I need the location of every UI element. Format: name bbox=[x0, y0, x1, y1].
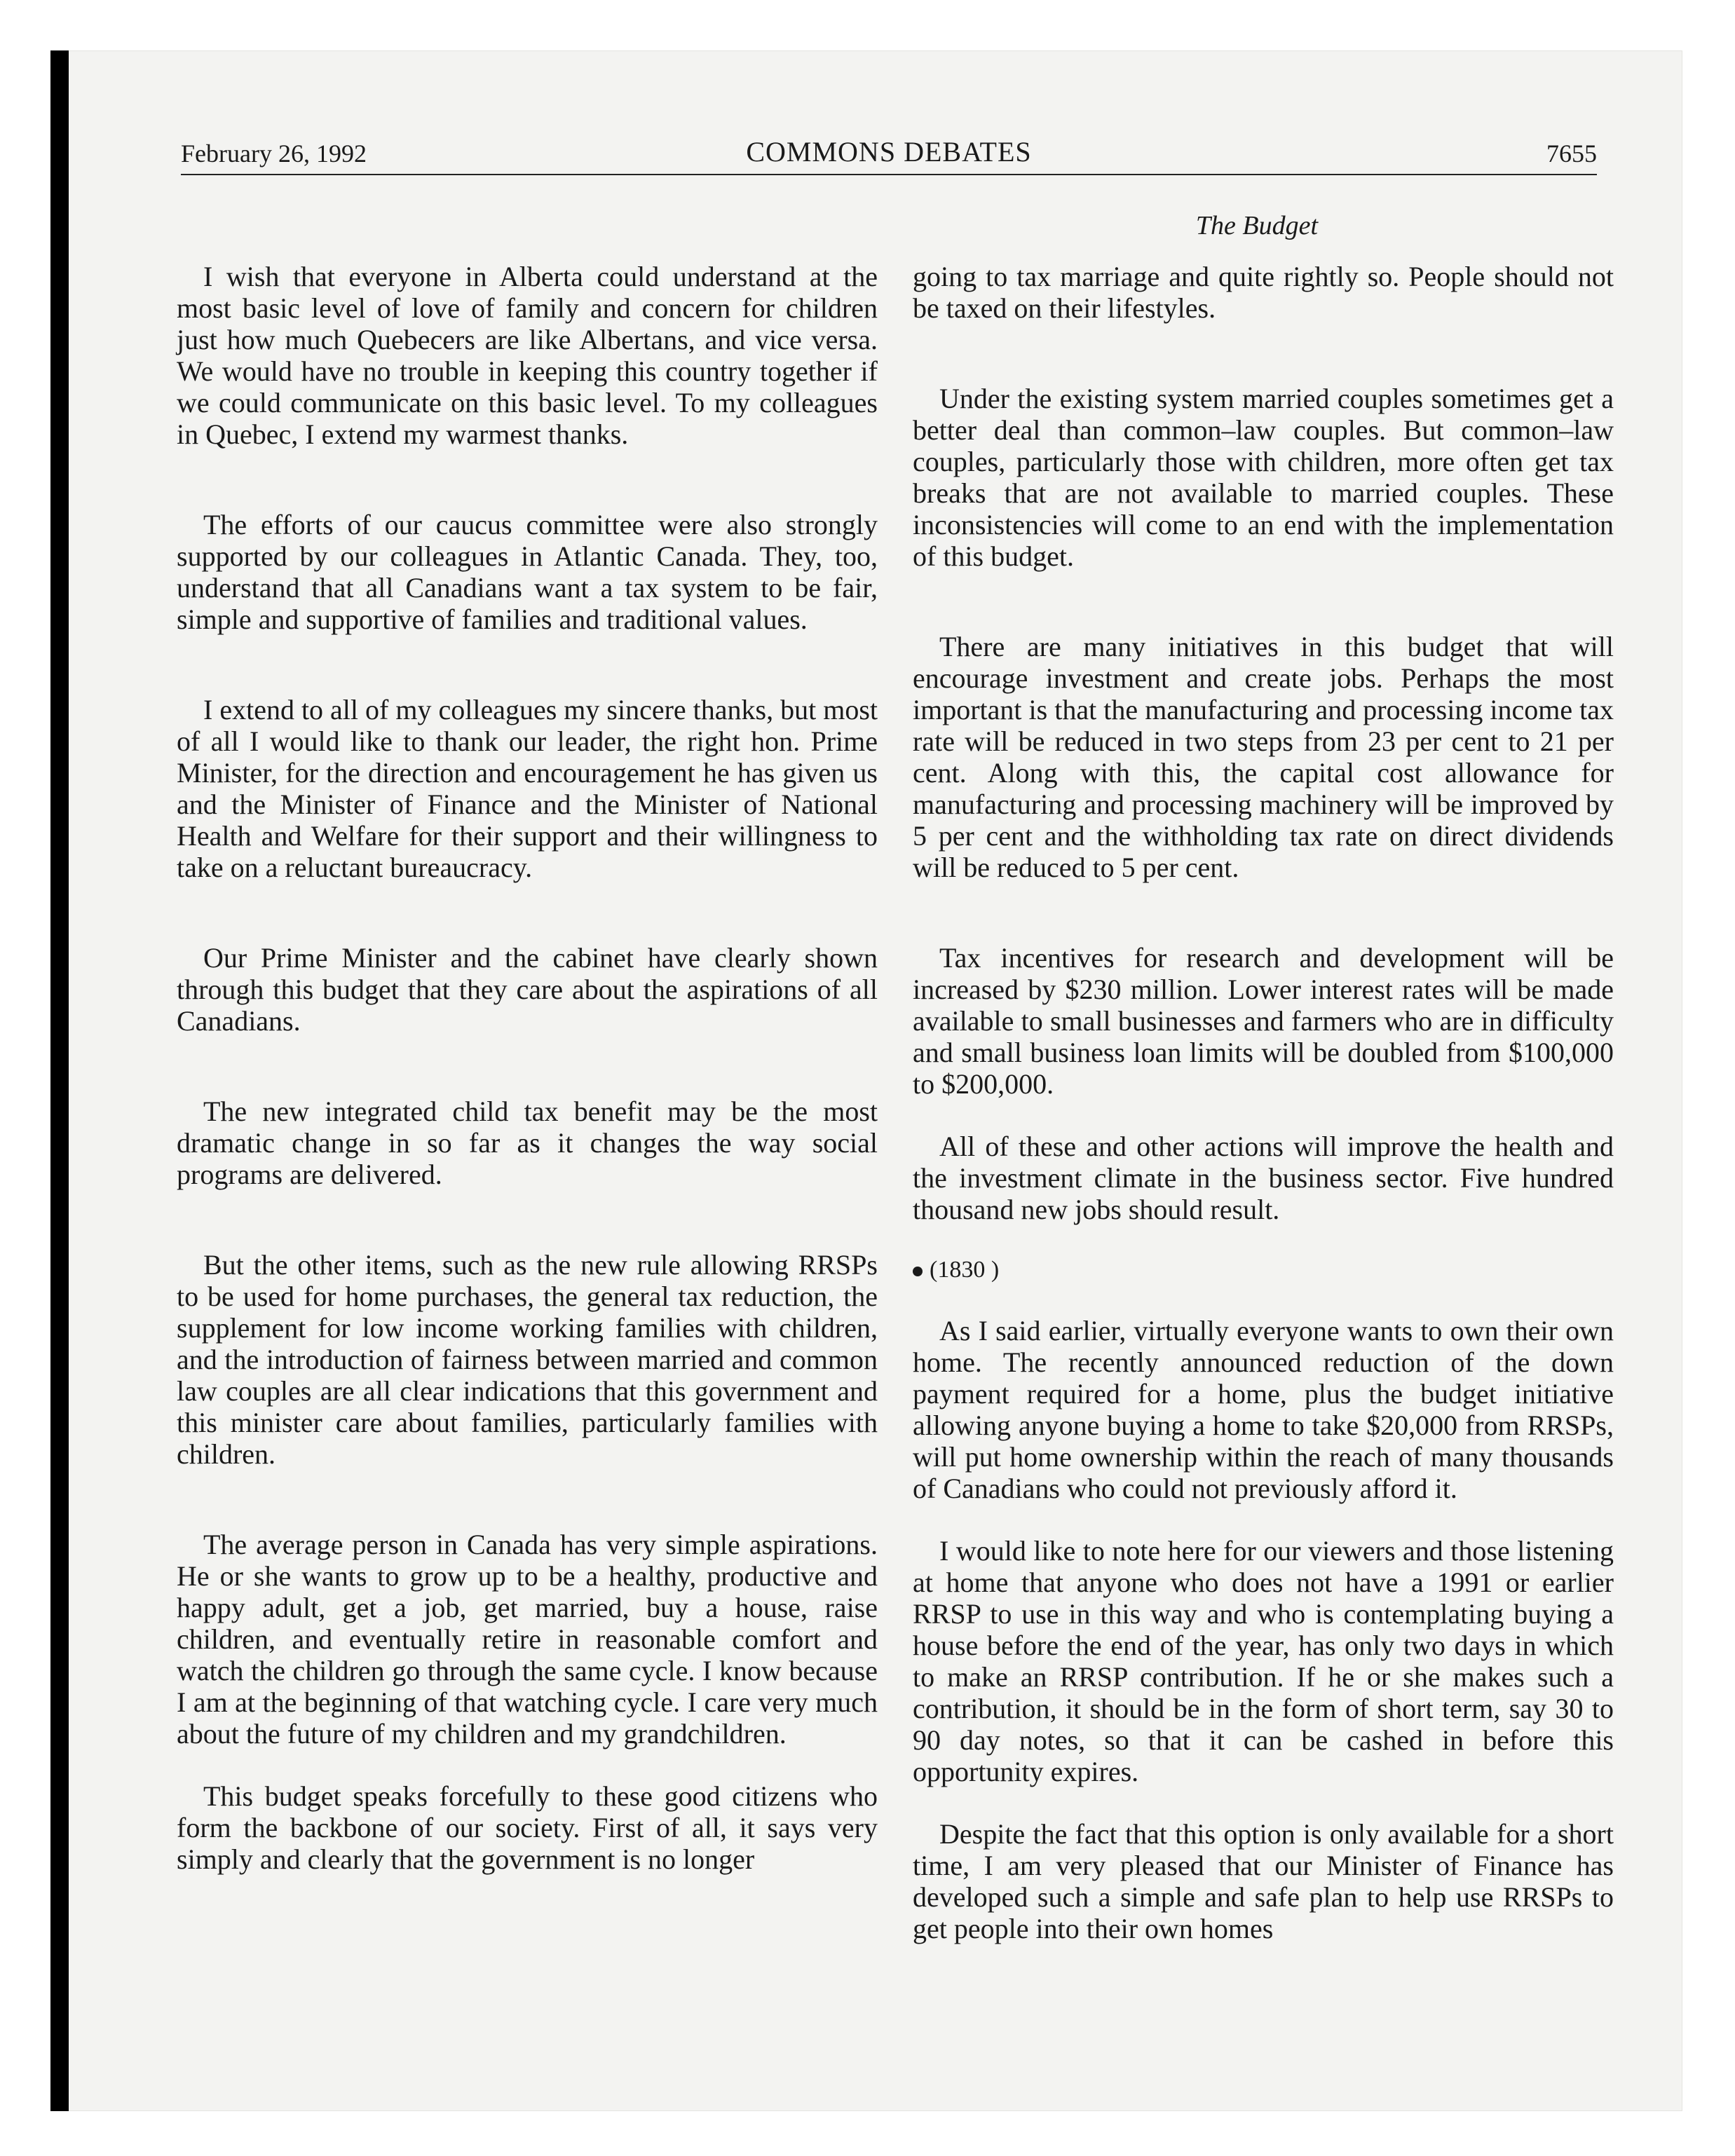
paragraph: There are many initiatives in this budget that will encourage investment and create jobs. Perhaps the most important is that the manufacturing and processing income tax rate will be reduced in two steps from 23 per cent to 21 per cent. Along with this, the capital cost allowance for manufacturing and processing machinery will be improved by 5 per cent and the withholding tax rate on direct dividends will be reduced to 5 per cent. bbox=[913, 631, 1614, 883]
section-title: The Budget bbox=[1195, 211, 1319, 240]
paragraph: Tax incentives for research and development will be increased by $230 million. Lower interest rates will be made available to small businesses and farmers who are in difficulty and small business loan limits will be doubled from $100,000 to $200,000. bbox=[913, 942, 1614, 1100]
paragraph: I extend to all of my colleagues my sincere thanks, but most of all I would like to thank our leader, the right hon. Prime Minister, for the direction and encouragement he has given us and the Minister of Finance and the Minister of National Health and Welfare for their support and their willingness to take on a reluctant bureaucracy. bbox=[177, 694, 878, 883]
paragraph: The efforts of our caucus committee were also strongly supported by our colleagues in Atlantic Canada. They, too, understand that all Canadians want a tax system to be fair, simple and supportive of families and traditional values. bbox=[177, 509, 878, 635]
paragraph: The average person in Canada has very simple aspirations. He or she wants to grow up to be a healthy, productive and happy adult, get a job, get married, buy a house, raise children, and eventually retire in reasonable comfort and watch the children go through the same cycle. I know because I am at the beginning of that watching cycle. I care very much about the future of my children and my grandchildren. bbox=[177, 1529, 878, 1749]
paragraph: All of these and other actions will improve the health and the investment climate in the business sector. Five hundred thousand new jobs should result. bbox=[913, 1131, 1614, 1225]
timestamp-text: (1830 ) bbox=[930, 1257, 1000, 1283]
paragraph: As I said earlier, virtually everyone wants to own their own home. The recently announced reduction of the down payment required for a home, plus the budget initiative allowing anyone buying a home to take $20,000 from RRSPs, will put home ownership within the reach of many thousands of Canadians who could not previously afford it. bbox=[913, 1315, 1614, 1504]
timestamp-marker bbox=[913, 1256, 1614, 1284]
paragraph-continuation: going to tax marriage and quite rightly so. People should not be taxed on their lifestyles. bbox=[913, 261, 1614, 324]
paragraph: This budget speaks forcefully to these good citizens who form the backbone of our society. First of all, it says very simply and clearly that the government is no longer bbox=[177, 1780, 878, 1875]
bullet-icon bbox=[913, 1267, 923, 1276]
scan-binding-edge bbox=[50, 50, 69, 2111]
paragraph: I would like to note here for our viewers and those listening at home that anyone who does not have a 1991 or earlier RRSP to use in this way and who is contemplating buying a house before the end of the year, has only two days in which to make an RRSP contribution. If he or she makes such a contribution, it should be in the form of short term, say 30 to 90 day notes, so that it can be cashed in before this opportunity expires. bbox=[913, 1535, 1614, 1787]
left-column bbox=[177, 261, 878, 1906]
paragraph: Our Prime Minister and the cabinet have clearly shown through this budget that they care about the aspirations of all Canadians. bbox=[177, 942, 878, 1037]
paragraph: The new integrated child tax benefit may be the most dramatic change in so far as it changes the way social programs are delivered. bbox=[177, 1096, 878, 1190]
page-header bbox=[181, 132, 1597, 175]
paragraph: Under the existing system married couples sometimes get a better deal than common–law couples. But common–law couples, particularly those with children, more often get tax breaks that are not available to married couples. These inconsistencies will come to an end with the implementation of this budget. bbox=[913, 383, 1614, 572]
header-date: February 26, 1992 bbox=[181, 139, 367, 168]
paragraph: Despite the fact that this option is only available for a short time, I am very pleased that our Minister of Finance has developed such a simple and safe plan to help use RRSPs to get people into their own homes bbox=[913, 1818, 1614, 1944]
paragraph: I wish that everyone in Alberta could understand at the most basic level of love of family and concern for children just how much Quebecers are like Albertans, and vice versa. We would have no trouble in keeping this country together if we could communicate on this basic level. To my colleagues in Quebec, I extend my warmest thanks. bbox=[177, 261, 878, 450]
header-title: COMMONS DEBATES bbox=[746, 136, 1032, 168]
paragraph: But the other items, such as the new rule allowing RRSPs to be used for home purchases, the general tax reduction, the supplement for low income working families with children, and the introduction of fairness between married and common law couples are all clear indications that this government and this minister care about families, particularly families with children. bbox=[177, 1249, 878, 1470]
right-column bbox=[913, 261, 1614, 1975]
header-page-number: 7655 bbox=[1546, 139, 1597, 168]
